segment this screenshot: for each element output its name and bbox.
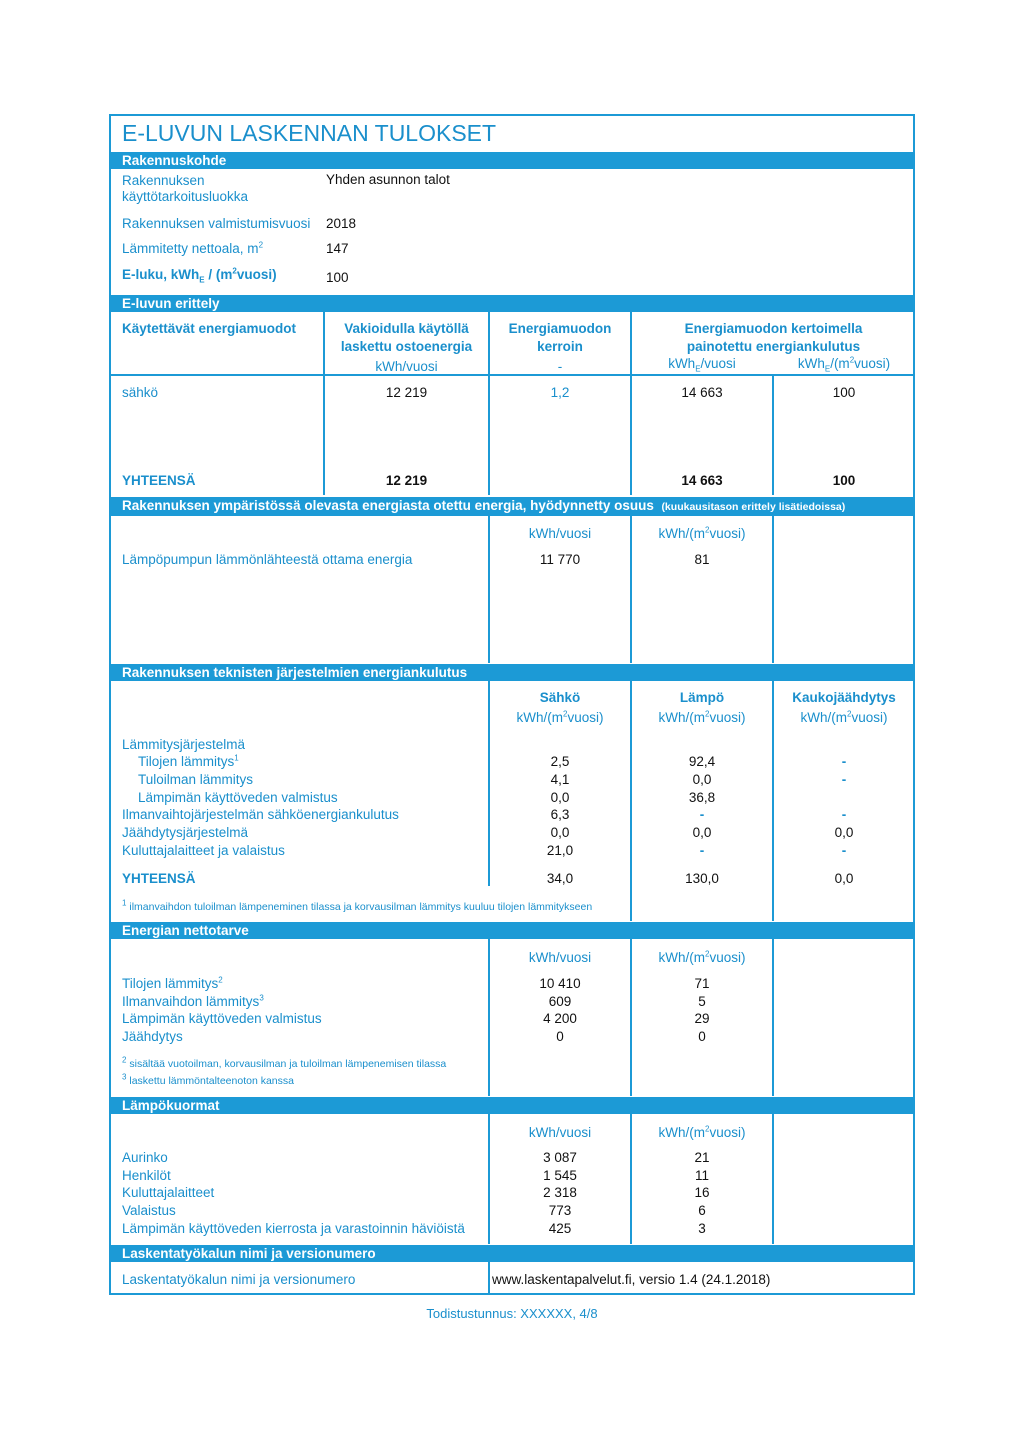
nettotarve-unit1: kWh/vuosi bbox=[528, 950, 592, 965]
section-header-rakennuskohde: Rakennuskohde bbox=[109, 152, 915, 169]
tekniset-row-kauko: - bbox=[841, 807, 847, 822]
lampokuormat-row-label: Kuluttajalaitteet bbox=[122, 1185, 215, 1200]
nettotarve-row-label: Lämpimän käyttöveden valmistus bbox=[122, 1011, 322, 1026]
tekniset-row-label: Tuloilman lämmitys bbox=[138, 772, 254, 787]
nettotarve-row-label: Tilojen lämmitys$^2$ bbox=[122, 975, 223, 991]
tekniset-row-sahko: 21,0 bbox=[546, 843, 574, 858]
tekniset-row-label: Ilmanvaihtojärjestelmän sähköenergiankulutus bbox=[122, 807, 399, 822]
ymparisto-row-label: Lämpöpumpun lämmönlähteestä ottama energia bbox=[122, 552, 413, 567]
col-osto-line2: laskettu ostoenergia bbox=[340, 339, 473, 354]
col-kerroin-line2: kerroin bbox=[537, 339, 583, 354]
certificate-footer: Todistustunnus: XXXXXX, 4/8 bbox=[426, 1306, 598, 1321]
lampokuormat-unit1: kWh/vuosi bbox=[528, 1125, 592, 1140]
erittely-row-osto: 12 219 bbox=[385, 385, 428, 400]
lampokuormat-row-v1: 2 318 bbox=[543, 1185, 577, 1200]
col-kaukojaahdytys: Kaukojäähdytys bbox=[792, 690, 896, 705]
col-osto-unit: kWh/vuosi bbox=[375, 359, 438, 374]
luokka-label: Rakennuksen käyttötarkoitusluokka bbox=[122, 173, 249, 204]
tekniset-row-sahko: 2,5 bbox=[550, 754, 570, 769]
nettotarve-row-v1: 609 bbox=[548, 994, 572, 1009]
vuosi-label: Rakennuksen valmistumisvuosi bbox=[122, 216, 311, 231]
tekniset-row-sahko: 0,0 bbox=[550, 790, 570, 805]
section-header-ymparisto: Rakennuksen ympäristössä olevasta energiasta otettu energia, hyödynnetty osuus (kuukausitason erittely lisätiedoissa) bbox=[109, 497, 915, 516]
col-osto-line1: Vakioidulla käytöllä bbox=[344, 321, 469, 336]
vuosi-value: 2018 bbox=[326, 216, 357, 231]
ymparisto-unit1: kWh/vuosi bbox=[528, 526, 592, 541]
tekniset-total-kauko: 0,0 bbox=[834, 871, 854, 886]
lampokuormat-row-v2: 21 bbox=[694, 1150, 710, 1165]
section-header-erittely: E-luvun erittely bbox=[109, 295, 915, 312]
nettotarve-row-label: Jäähdytys bbox=[122, 1029, 183, 1044]
tekniset-total-sahko: 34,0 bbox=[546, 871, 574, 886]
page-title: E-LUVUN LASKENNAN TULOKSET bbox=[122, 120, 497, 146]
lampokuormat-row-v1: 425 bbox=[548, 1221, 572, 1236]
tekniset-total-label: YHTEENSÄ bbox=[122, 871, 196, 886]
tekniset-row-sahko: 4,1 bbox=[550, 772, 570, 787]
nettotarve-row-v1: 4 200 bbox=[543, 1011, 577, 1026]
erittely-total-label: YHTEENSÄ bbox=[122, 473, 196, 488]
tekniset-row-kauko: 0,0 bbox=[834, 825, 854, 840]
tekniset-row-kauko: - bbox=[841, 754, 847, 769]
section-header-nettotarve: Energian nettotarve bbox=[109, 922, 915, 939]
section-header-lampokuormat: Lämpökuormat bbox=[109, 1097, 915, 1114]
unit-kauko: kWh/$(m^2vuosi)$ bbox=[800, 709, 888, 725]
col-energiamuodot: Käytettävät energiamuodot bbox=[122, 321, 297, 336]
lampokuormat-unit2: kWh/$(m^2vuosi)$ bbox=[658, 1124, 746, 1140]
lampokuormat-row-v2: 6 bbox=[698, 1203, 706, 1218]
tyokalu-value: www.laskentapalvelut.fi, versio 1.4 (24.1.2018) bbox=[492, 1272, 771, 1287]
erittely-total-paino: 14 663 bbox=[681, 473, 723, 488]
nettotarve-note2: $^2$ sisältää vuotoilman, korvausilman ja tuloilman lämpenemisen tilassa bbox=[122, 1055, 447, 1070]
erittely-row-name: sähkö bbox=[122, 385, 159, 400]
nettotarve-row-v2: 71 bbox=[694, 976, 710, 991]
tyokalu-label: Laskentatyökalun nimi ja versionumero bbox=[122, 1272, 356, 1287]
col-kerroin-unit: - bbox=[557, 359, 563, 374]
nettotarve-unit2: kWh/$(m^2vuosi)$ bbox=[658, 949, 746, 965]
erittely-total-paino-m2: 100 bbox=[832, 473, 856, 488]
tekniset-row-sahko: 0,0 bbox=[550, 825, 570, 840]
lampokuormat-row-label: Aurinko bbox=[122, 1150, 168, 1165]
eluku-label: E-luku, $kWh_E / (m^2vuosi)$ bbox=[122, 266, 277, 285]
col-painotettu-line1: Energiamuodon kertoimella bbox=[684, 321, 863, 336]
lampokuormat-row-v1: 773 bbox=[548, 1203, 572, 1218]
section-header-tyokalu: Laskentatyökalun nimi ja versionumero bbox=[109, 1245, 915, 1262]
col-painotettu-unit-a: kWh$_E$/vuosi bbox=[668, 356, 736, 374]
nettotarve-row-v2: 29 bbox=[694, 1011, 710, 1026]
ala-value: 147 bbox=[326, 241, 349, 256]
lampokuormat-row-v2: 11 bbox=[694, 1168, 709, 1183]
nettotarve-row-label: Ilmanvaihdon lämmitys$^3$ bbox=[122, 993, 264, 1009]
tekniset-row-lampo: 92,4 bbox=[688, 754, 716, 769]
tekniset-row-kauko: - bbox=[841, 772, 847, 787]
luokka-value: Yhden asunnon talot bbox=[326, 172, 450, 187]
tekniset-row-lampo: 0,0 bbox=[692, 772, 712, 787]
tekniset-row-lampo: 36,8 bbox=[688, 790, 716, 805]
erittely-total-osto: 12 219 bbox=[385, 473, 428, 488]
col-kerroin-line1: Energiamuodon bbox=[508, 321, 612, 336]
lampokuormat-row-v1: 3 087 bbox=[543, 1150, 577, 1165]
tekniset-total-lampo: 130,0 bbox=[685, 871, 719, 886]
lampokuormat-row-label: Henkilöt bbox=[122, 1168, 171, 1183]
tekniset-row-sahko: 6,3 bbox=[550, 807, 570, 822]
tekniset-row-lampo: - bbox=[699, 843, 705, 858]
nettotarve-row-v2: 5 bbox=[698, 994, 706, 1009]
col-lampo: Lämpö bbox=[679, 690, 725, 705]
col-sahko: Sähkö bbox=[539, 690, 581, 705]
nettotarve-note3: $^3$ laskettu lämmöntalteenoton kanssa bbox=[122, 1072, 294, 1087]
tekniset-footnote: $^1$ ilmanvaihdon tuloilman lämpeneminen tilassa ja korvausilman lämmitys kuuluu tilojen lämmitykseen bbox=[122, 899, 596, 915]
lampokuormat-row-label: Valaistus bbox=[122, 1203, 176, 1218]
ymparisto-row-v2: 81 bbox=[694, 552, 710, 567]
tekniset-row-label: Lämpimän käyttöveden valmistus bbox=[138, 790, 338, 805]
nettotarve-row-v1: 0 bbox=[556, 1029, 564, 1044]
erittely-row-paino: 14 663 bbox=[681, 385, 723, 400]
ymparisto-row-v1: 11 770 bbox=[539, 552, 581, 567]
col-painotettu-line2: painotettu energiankulutus bbox=[686, 339, 861, 354]
tekniset-row-lampo: - bbox=[699, 807, 705, 822]
lampokuormat-row-v1: 1 545 bbox=[543, 1168, 577, 1183]
tekniset-row-label: Lämmitysjärjestelmä bbox=[122, 737, 246, 752]
lampokuormat-row-v2: 3 bbox=[698, 1221, 706, 1236]
tekniset-row-kauko: - bbox=[841, 843, 847, 858]
ala-label: Lämmitetty nettoala, $m^2$ bbox=[122, 240, 264, 256]
unit-sahko: kWh/$(m^2vuosi)$ bbox=[516, 709, 604, 725]
nettotarve-row-v2: 0 bbox=[698, 1029, 706, 1044]
lampokuormat-row-v2: 16 bbox=[694, 1185, 710, 1200]
unit-lampo: kWh/$(m^2vuosi)$ bbox=[658, 709, 746, 725]
ymparisto-unit2: kWh/$(m^2vuosi)$ bbox=[658, 525, 746, 541]
nettotarve-row-v1: 10 410 bbox=[539, 976, 581, 991]
eluku-value: 100 bbox=[326, 270, 349, 285]
lampokuormat-row-label: Lämpimän käyttöveden kierrosta ja varastoinnin häviöistä bbox=[122, 1221, 465, 1236]
erittely-row-paino-m2: 100 bbox=[832, 385, 856, 400]
tekniset-row-label: Kuluttajalaitteet ja valaistus bbox=[122, 843, 285, 858]
tekniset-row-label: Tilojen lämmitys$^1$ bbox=[138, 753, 239, 769]
tekniset-row-lampo: 0,0 bbox=[692, 825, 712, 840]
erittely-row-kerroin: 1,2 bbox=[550, 385, 570, 400]
col-painotettu-unit-b: $kWh_E/(m^2vuosi)$ bbox=[797, 355, 891, 374]
tekniset-row-label: Jäähdytysjärjestelmä bbox=[122, 825, 249, 840]
section-header-tekniset: Rakennuksen teknisten järjestelmien energiankulutus bbox=[109, 664, 915, 681]
